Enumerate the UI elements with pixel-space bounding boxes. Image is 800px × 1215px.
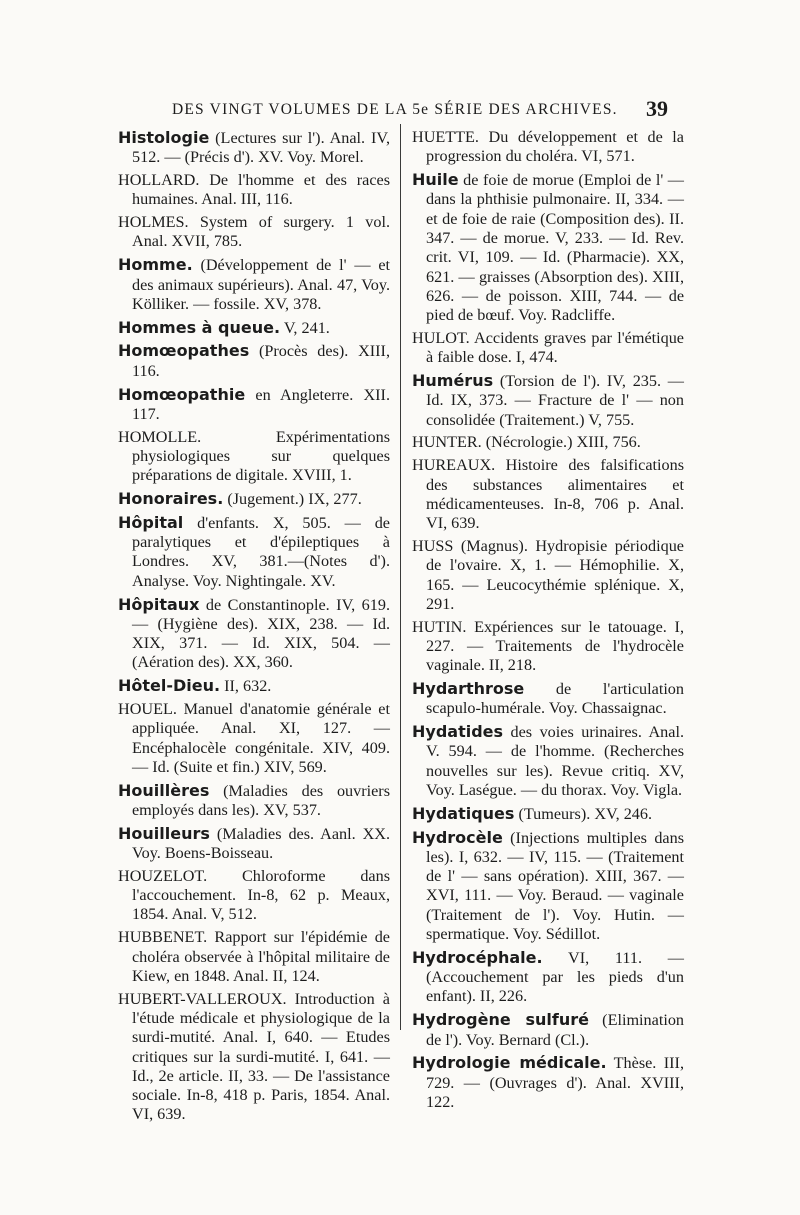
entry-text: Du développement et de la progression du choléra. VI, 571. xyxy=(426,128,684,166)
entry-heading: HUREAUX. xyxy=(412,456,496,475)
entry-text: Chloroforme dans l'accouchement. In-8, 62 p. Meaux, 1854. Anal. V, 512. xyxy=(132,866,390,924)
left-column xyxy=(118,128,390,1124)
index-entry xyxy=(118,428,390,486)
entry-text: en Angleterre. XII. 117. xyxy=(132,385,390,423)
entry-text: System of surgery. 1 vol. Anal. XVII, 785. xyxy=(132,213,390,251)
entry-heading: Hôpitaux xyxy=(118,594,200,614)
index-entry xyxy=(118,513,390,591)
index-entry xyxy=(118,318,390,338)
index-entry xyxy=(118,700,390,777)
index-entry xyxy=(118,213,390,252)
index-entry xyxy=(412,456,684,533)
entry-text: (Jugement.) IX, 277. xyxy=(223,490,362,509)
entry-heading: Hydrologie médicale. xyxy=(412,1053,607,1073)
index-entry xyxy=(412,1010,684,1050)
index-entry xyxy=(118,867,390,925)
entry-text: (Magnus). Hydropisie périodique de l'ovaire. X, 1. — Hémophilie. X, 165. — Leucocythémie splénique. X, 291. xyxy=(426,536,684,613)
entry-text: de Constantinople. IV, 619. — (Hygiène des). XIX, 238. — Id. XIX, 371. — Id. XIX, 504. — (Aération des). XX, 360. xyxy=(132,595,390,672)
entry-text: de foie de morue (Emploi de l' — dans la phthisie pulmonaire. II, 334. — et de foie de raie (Composition des). II. 347. — de morue. V, 233. — Id. Rev. crit. VI, 109. — Id. (Pharmacie). XX, 621. — graisses (Absorption des). XIII, 626. — de poisson. XIII, 744. — de pied de bœuf. Voy. Radcliffe. xyxy=(426,171,684,325)
index-entry xyxy=(118,255,390,314)
entry-heading: HUSS xyxy=(412,536,454,555)
index-entry xyxy=(118,128,390,168)
index-entry xyxy=(118,824,390,864)
entry-heading: Houilleurs xyxy=(118,823,210,843)
index-entry xyxy=(412,1053,684,1112)
entry-heading: Hydatides xyxy=(412,722,504,742)
entry-text: II, 632. xyxy=(220,677,272,696)
index-entry xyxy=(412,537,684,614)
entry-text: V, 241. xyxy=(280,318,330,337)
entry-heading: Hôtel-Dieu. xyxy=(118,676,221,696)
entry-heading: Honoraires. xyxy=(118,489,224,509)
entry-heading: HUBERT-VALLEROUX. xyxy=(118,989,287,1008)
index-entry xyxy=(118,928,390,986)
entry-heading: Hydrocéphale. xyxy=(412,947,543,967)
page-number: 39 xyxy=(646,96,668,121)
entry-heading: Homœopathie xyxy=(118,384,246,404)
entry-heading: Hydatiques xyxy=(412,803,515,823)
entry-text: (Torsion de l'). IV, 235. — Id. IX, 373. — Fracture de l' — non consolidée (Traitement.) V, 755. xyxy=(426,372,684,429)
index-entry xyxy=(118,385,390,425)
index-entry xyxy=(118,595,390,673)
entry-heading: Hydrocèle xyxy=(412,827,503,847)
entry-heading: HUTIN. xyxy=(412,617,467,636)
index-entry xyxy=(118,781,390,821)
entry-text: Expériences sur le tatouage. I, 227. — Traitements de l'hydrocèle vaginale. II, 218. xyxy=(426,617,684,675)
entry-heading: HOUZELOT. xyxy=(118,866,208,885)
entry-text: Rapport sur l'épidémie de choléra observée à l'hôpital militaire de Kiew, en 1848. Anal. II, 124. xyxy=(132,928,390,985)
entry-heading: Homme. xyxy=(118,255,193,275)
entry-heading: Hôpital xyxy=(118,512,184,532)
entry-heading: HOLLARD. xyxy=(118,171,200,190)
index-entry xyxy=(412,128,684,167)
entry-heading: HULOT. xyxy=(412,328,470,347)
entry-text: (Procès des). XIII, 116. xyxy=(132,342,390,380)
index-entry xyxy=(412,828,684,945)
running-header: DES VINGT VOLUMES DE LA 5e SÉRIE DES ARCHIVES. xyxy=(172,101,618,118)
column-divider xyxy=(400,124,401,1030)
index-entry xyxy=(412,948,684,1007)
entry-text: Histoire des falsifications des substances alimentaires et médicamenteuses. In-8, 706 p. Anal. VI, 639. xyxy=(426,456,684,533)
entry-heading: Huile xyxy=(412,170,459,190)
entry-text: Accidents graves par l'émétique à faible dose. I, 474. xyxy=(426,328,684,367)
entry-heading: Hydarthrose xyxy=(412,679,525,699)
index-entry xyxy=(412,679,684,719)
entry-text: Manuel d'anatomie générale et appliquée. Anal. XI, 127. — Encéphalocèle congénitale. XIV, 409. — Id. (Suite et fin.) XIV, 569. xyxy=(132,700,390,776)
right-column xyxy=(412,128,685,1111)
entry-heading: Humérus xyxy=(412,371,494,391)
entry-heading: HUETTE. xyxy=(412,128,479,146)
entry-text: Thèse. III, 729. — (Ouvrages d'). Anal. XVIII, 122. xyxy=(426,1054,684,1111)
index-entry xyxy=(118,489,390,509)
entry-text: (Lectures sur l'). Anal. IV, 512. — (Précis d'). XV. Voy. Morel. xyxy=(132,129,390,167)
entry-text: VI, 111. — (Accouchement par les pieds d'un enfant). II, 226. xyxy=(426,948,684,1006)
entry-text: (Tumeurs). XV, 246. xyxy=(514,804,653,823)
entry-heading: Histologie xyxy=(118,128,210,147)
entry-text: d'enfants. X, 505. — de paralytiques et d'épileptiques à Londres. XV, 381.—(Notes d'). Analyse. Voy. Nightingale. XV. xyxy=(132,513,390,590)
index-entry xyxy=(118,990,390,1125)
index-entry xyxy=(118,171,390,210)
entry-heading: Houillères xyxy=(118,780,210,800)
index-entry xyxy=(412,722,684,800)
entry-heading: HUNTER. xyxy=(412,433,482,452)
entry-heading: HOLMES. xyxy=(118,213,189,232)
entry-text: de l'articulation scapulo-humérale. Voy. Chassaignac. xyxy=(426,680,684,718)
index-entry xyxy=(412,618,684,676)
entry-text: Introduction à l'étude médicale et physiologique de la surdi-mutité. Anal. I, 640. — Etudes critiques sur la surdi-mutité. I, 641. — Id., 2e article. II, 33. — De l'assistance sociale. In-8, 418 p. Paris, 1854. Anal. VI, 639. xyxy=(132,989,390,1124)
entry-text: (Elimination de l'). Voy. Bernard (Cl.). xyxy=(426,1011,685,1049)
entry-text: Expérimentations physiologiques sur quelques préparations de digitale. XVIII, 1. xyxy=(132,427,390,485)
index-entry xyxy=(412,170,684,325)
index-entry xyxy=(412,804,684,824)
entry-heading: Hommes à queue. xyxy=(118,317,281,337)
index-entry xyxy=(412,371,684,430)
index-entry xyxy=(412,329,684,368)
index-entry xyxy=(118,341,390,381)
entry-heading: HUBBENET. xyxy=(118,928,208,947)
entry-text: des voies urinaires. Anal. V. 594. — de l'homme. (Recherches nouvelles sur les). Revue critiq. XV, Voy. Laségue. — du thorax. Voy. Vigla. xyxy=(426,723,684,799)
entry-text: (Maladies des. Aanl. XX. Voy. Boens-Boisseau. xyxy=(132,824,390,863)
entry-text: (Nécrologie.) XIII, 756. xyxy=(481,433,641,452)
entry-heading: HOMOLLE. xyxy=(118,427,202,446)
index-entry xyxy=(412,433,684,452)
entry-text: (Injections multiples dans les). I, 632. — IV, 115. — (Traitement de l' — sans opération). XIII, 367. — XVI, 111. — Voy. Beraud. — vaginale (Traitement de l'). Voy. Hutin. — spermatique. Voy. Sédillot. xyxy=(426,828,684,944)
entry-heading: Hydrogène sulfuré xyxy=(412,1010,589,1030)
entry-heading: HOUEL. xyxy=(118,700,177,719)
index-entry xyxy=(118,676,390,696)
entry-text: (Développement de l' — et des animaux supérieurs). Anal. 47, Voy. Kölliker. — fossile. XV, 378. xyxy=(132,256,390,313)
entry-text: (Maladies des ouvriers employés dans les). XV, 537. xyxy=(132,781,390,819)
entry-text: De l'homme et des races humaines. Anal. III, 116. xyxy=(132,171,390,209)
entry-heading: Homœopathes xyxy=(118,341,250,361)
